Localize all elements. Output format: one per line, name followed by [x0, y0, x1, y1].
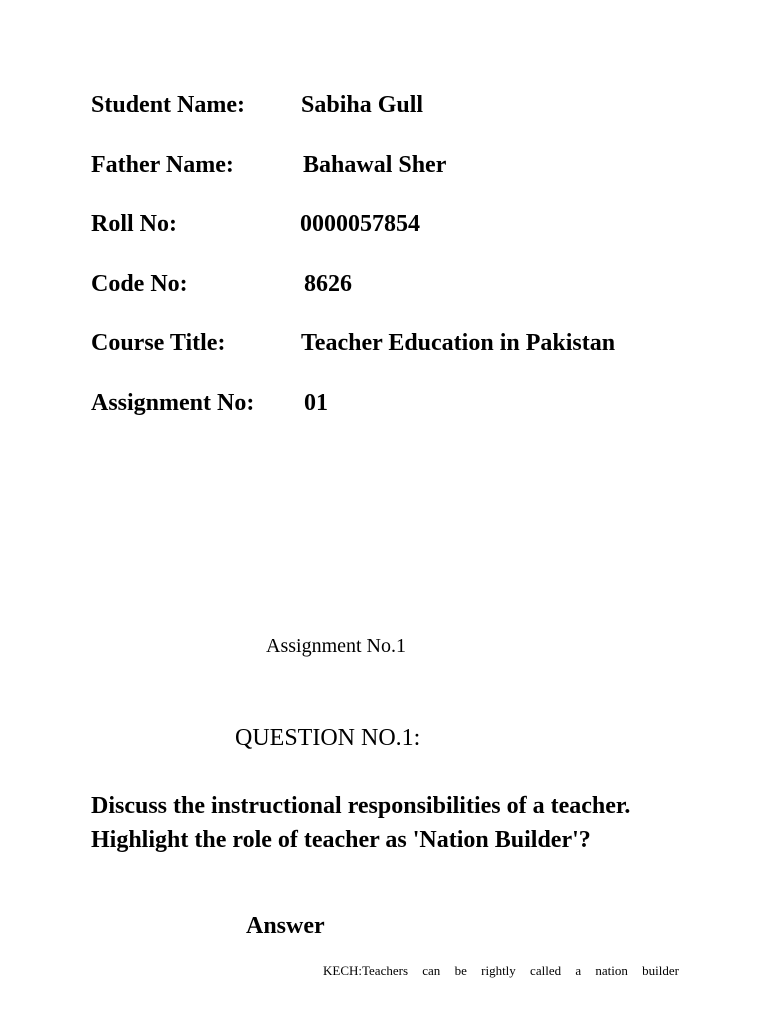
code-no-row — [91, 268, 731, 300]
code-no-value: 8626 — [304, 271, 352, 297]
student-name-row — [91, 89, 731, 121]
roll-no-value: 0000057854 — [300, 211, 420, 237]
answer-heading: Answer — [246, 913, 325, 939]
father-name-value: Bahawal Sher — [303, 152, 447, 178]
student-name-value: Sabiha Gull — [301, 92, 424, 118]
father-name-label: Father Name: — [91, 152, 234, 178]
code-no-label: Code No: — [91, 271, 188, 297]
course-title-label: Course Title: — [91, 330, 226, 356]
father-name-row — [91, 149, 731, 181]
assignment-no-label: Assignment No: — [91, 390, 255, 416]
course-title-value: Teacher Education in Pakistan — [301, 330, 616, 356]
assignment-no-value: 01 — [304, 390, 328, 416]
answer-text: KECH:Teachers can be rightly called a nation builder — [323, 963, 679, 978]
assignment-heading: Assignment No.1 — [266, 635, 406, 657]
course-title-row — [91, 327, 731, 359]
student-name-label: Student Name: — [91, 92, 245, 118]
roll-no-label: Roll No: — [91, 211, 177, 237]
roll-no-row — [91, 208, 731, 240]
assignment-no-row — [91, 387, 731, 419]
question-title: QUESTION NO.1: — [235, 725, 421, 751]
question-text: Discuss the instructional responsibilities of a teacher. Highlight the role of teacher as 'Nation Builder'? — [91, 793, 631, 853]
